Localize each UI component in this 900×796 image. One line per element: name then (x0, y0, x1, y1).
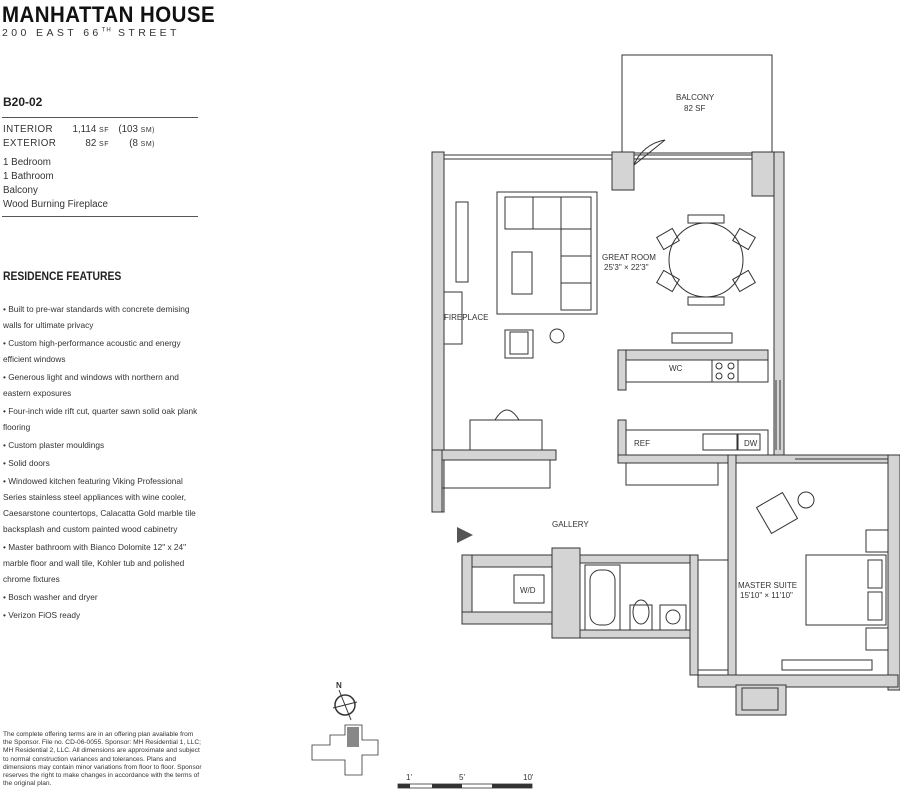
label-balcony: BALCONY (676, 93, 715, 102)
scale-label: 5' (459, 773, 465, 782)
svg-text:N: N (336, 681, 342, 690)
scale-bar (398, 773, 534, 788)
feature-item: • Four-inch wide rift cut, quarter sawn solid oak plank flooring (3, 406, 198, 432)
label-fireplace: FIREPLACE (444, 313, 489, 322)
label-balcony-area: 82 SF (684, 104, 706, 113)
bathroom (585, 560, 728, 670)
interior-label: INTERIOR (3, 123, 54, 135)
feature-item: • Windowed kitchen featuring Viking Professional Series stainless steel appliances with wine cooler, Caesarstone countertops, Calacatta Gold marble tile backsplash and custom painted wood cabinetry (3, 476, 196, 534)
spec-bathrooms: 1 Bathroom (3, 171, 54, 182)
interior-sf: 1,114 SF (72, 123, 109, 135)
feature-item: • Custom high-performance acoustic and energy efficient windows (3, 338, 181, 364)
feature-item: • Bosch washer and dryer (3, 592, 98, 602)
scale-label: 1' (406, 773, 412, 782)
label-great-room: GREAT ROOM (602, 253, 656, 262)
windows (444, 155, 888, 459)
exterior-label: EXTERIOR (3, 137, 57, 149)
compass-icon (333, 681, 357, 720)
key-plan (312, 725, 378, 775)
label-wd: W/D (520, 586, 536, 595)
unit-id: B20-02 (3, 95, 43, 109)
interior-sm: (103 SM) (118, 123, 155, 135)
entry-arrow-icon (457, 527, 473, 543)
label-master-suite: MASTER SUITE (738, 581, 798, 590)
feature-item: • Master bathroom with Bianco Dolomite 12" x 24" marble floor and wall tile, Kohler tub and polished chrome fixtures (3, 542, 187, 584)
label-wc: WC (669, 364, 683, 373)
walls (432, 152, 900, 715)
label-ref: REF (634, 439, 650, 448)
feature-item: • Solid doors (3, 458, 50, 468)
features-title: RESIDENCE FEATURES (3, 271, 122, 283)
exterior-sf: 82 SF (85, 137, 109, 149)
label-great-room-dims: 25'3" × 22'3" (604, 263, 649, 272)
feature-item: • Verizon FiOS ready (3, 610, 81, 620)
label-master-suite-dims: 15'10" × 11'10" (740, 591, 793, 600)
spec-bedrooms: 1 Bedroom (3, 157, 51, 168)
living-furniture (456, 192, 732, 450)
building-address: 200 EAST 66TH STREET (2, 27, 180, 39)
label-dw: DW (744, 439, 758, 448)
scale-label: 10' (523, 773, 534, 782)
label-gallery: GALLERY (552, 520, 589, 529)
dining-table (657, 215, 756, 305)
legal-disclaimer: The complete offering terms are in an offering plan available from the Sponsor. File no. CD-06-0055. Sponsor: MH Residential 1, LLC; MH Residential 2, LLC. All dimensions are approximate and subject to normal construction variances and tolerances. Plans and dimensions may contain minor variations from floor to floor. Sponsor reserves the right to make changes in accordance with the terms of the original plan. (3, 731, 202, 788)
exterior-sm: (8 SM) (129, 137, 155, 149)
feature-item: • Generous light and windows with northern and eastern exposures (3, 372, 179, 398)
feature-item: • Custom plaster mouldings (3, 440, 105, 450)
feature-item: • Built to pre-war standards with concrete demising walls for ultimate privacy (3, 304, 190, 330)
kitchen (442, 360, 768, 488)
spec-fireplace: Wood Burning Fireplace (3, 199, 108, 210)
spec-balcony: Balcony (3, 185, 38, 196)
building-title: MANHATTAN HOUSE (2, 2, 216, 27)
